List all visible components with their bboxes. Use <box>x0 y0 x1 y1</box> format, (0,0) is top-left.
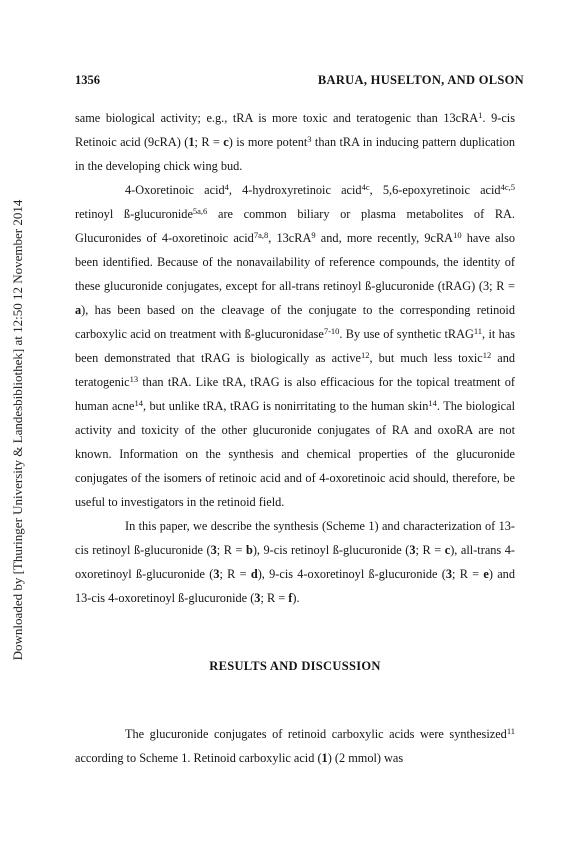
text-run: ), has been based on the cleavage of the conjugate to the corresponding retinoid carboxylic acid on treatment with ß-glucuronidase <box>75 303 515 341</box>
reference-superscript: 7-10 <box>323 326 340 336</box>
text-run: , but unlike tRA, tRAG is nonirritating to the human skin <box>142 399 429 413</box>
compound-number: 1 <box>321 751 328 765</box>
text-run: , 4-hydroxyretinoic acid <box>228 183 362 197</box>
compound-number: 3 <box>409 543 416 557</box>
text-run: than tRA in inducing pattern duplication in the developing chick wing bud. <box>75 135 516 173</box>
download-watermark-sidebar <box>0 0 36 864</box>
reference-superscript: 10 <box>453 230 462 240</box>
text-run: , 13cRA <box>268 231 312 245</box>
reference-superscript: 4c <box>361 182 370 192</box>
paragraph-3 <box>75 514 515 610</box>
compound-label: c <box>444 543 451 557</box>
reference-superscript: 12 <box>360 350 370 360</box>
reference-superscript: 7a,8 <box>253 230 269 240</box>
article-body <box>75 106 515 770</box>
text-run: . The biological activity and toxicity of the other glucuronide conjugates of RA and oxoRA are not known. Information on the synthesis and chemical properties of the glucuronide conjugates of the isomers of retinoic acid and of 4-oxoretinoic acid should, therefore, be useful to investigators in the retinoid field. <box>75 399 515 509</box>
compound-label: c <box>223 135 229 149</box>
text-run: 4-Oxoretinoic acid <box>125 183 225 197</box>
compound-label: a <box>75 303 82 317</box>
text-run: retinoyl ß-glucuronide <box>75 207 193 221</box>
section-heading: RESULTS AND DISCUSSION <box>209 659 381 673</box>
reference-superscript: 13 <box>129 374 139 384</box>
text-run: are common biliary or plasma metabolites of RA. Glucuronides of 4-oxoretinoic acid <box>75 207 515 245</box>
reference-superscript: 3 <box>307 134 312 144</box>
text-run: according to Scheme 1. Retinoid carboxylic acid ( <box>75 751 322 765</box>
running-head: BARUA, HUSELTON, AND OLSON <box>317 73 524 87</box>
compound-label: e <box>483 567 489 581</box>
text-run: ; R = <box>194 135 224 149</box>
text-run: . 9-cis Retinoic acid (9cRA) ( <box>75 111 515 149</box>
text-run: ) is more potent <box>228 135 308 149</box>
reference-superscript: 14 <box>428 398 437 408</box>
text-run: ), all-trans 4-oxoretinoyl ß-glucuronide ( <box>75 543 515 581</box>
text-run: , it has been demonstrated that tRAG is biologically as active <box>75 327 515 365</box>
text-run: ; R = <box>216 543 246 557</box>
text-run: have also been identified. Because of the nonavailability of reference compounds, the identity of these glucuronide conjugates, except for all-trans retinoyl ß-glucuronide (tRAG) (3; R = <box>75 231 515 293</box>
paragraph-4 <box>75 722 515 770</box>
text-run: . By use of synthetic tRAG <box>339 327 474 341</box>
reference-superscript: 4c,5 <box>500 182 515 192</box>
compound-number: 1 <box>188 135 195 149</box>
reference-superscript: 1 <box>478 110 483 120</box>
page-number: 1356 <box>75 73 100 87</box>
text-run: ; R = <box>260 591 289 605</box>
compound-number: 3 <box>213 567 220 581</box>
download-note: Downloaded by [Thuringer University & Landesbibliothek] at 12:50 12 November 2014 <box>10 199 25 661</box>
text-run: than tRA. Like tRA, tRAG is also efficacious for the topical treatment of human acne <box>75 375 515 413</box>
text-run: ), 9-cis retinoyl ß-glucuronide ( <box>252 543 410 557</box>
text-run: The glucuronide conjugates of retinoid carboxylic acids were synthesized <box>125 727 507 741</box>
reference-superscript: 11 <box>473 326 483 336</box>
paragraph-2 <box>75 178 515 514</box>
compound-number: 3 <box>445 567 453 581</box>
reference-superscript: 14 <box>134 398 143 408</box>
text-run: ) and 13-cis 4-oxoretinoyl ß-glucuronide ( <box>75 567 515 605</box>
text-run: In this paper, we describe the synthesis (Scheme 1) and characterization of 13-cis retinoyl ß-glucuronide ( <box>75 519 515 557</box>
reference-superscript: 11 <box>506 726 515 736</box>
text-run: , but much less toxic <box>369 351 483 365</box>
text-run: and teratogenic <box>75 351 515 389</box>
text-run: same biological activity; e.g., tRA is more toxic and teratogenic than 13cRA <box>75 111 479 125</box>
compound-label: d <box>250 567 258 581</box>
reference-superscript: 4 <box>224 182 229 192</box>
text-run: ; R = <box>415 543 445 557</box>
compound-number: 3 <box>210 543 217 557</box>
text-run: , 5,6-epoxyretinoic acid <box>369 183 501 197</box>
paragraph-1 <box>75 106 515 178</box>
compound-label: b <box>245 543 253 557</box>
compound-label: f <box>288 591 293 605</box>
reference-superscript: 9 <box>311 230 316 240</box>
text-run: ). <box>292 591 300 605</box>
reference-superscript: 5a,6 <box>192 206 208 216</box>
text-run: ; R = <box>219 567 251 581</box>
reference-superscript: 12 <box>482 350 492 360</box>
text-run: ) (2 mmol) was <box>327 751 404 765</box>
text-run: ), 9-cis 4-oxoretinoyl ß-glucuronide ( <box>257 567 446 581</box>
text-run: and, more recently, 9cRA <box>315 231 454 245</box>
text-run: ; R = <box>452 567 484 581</box>
compound-number: 3 <box>254 591 261 605</box>
